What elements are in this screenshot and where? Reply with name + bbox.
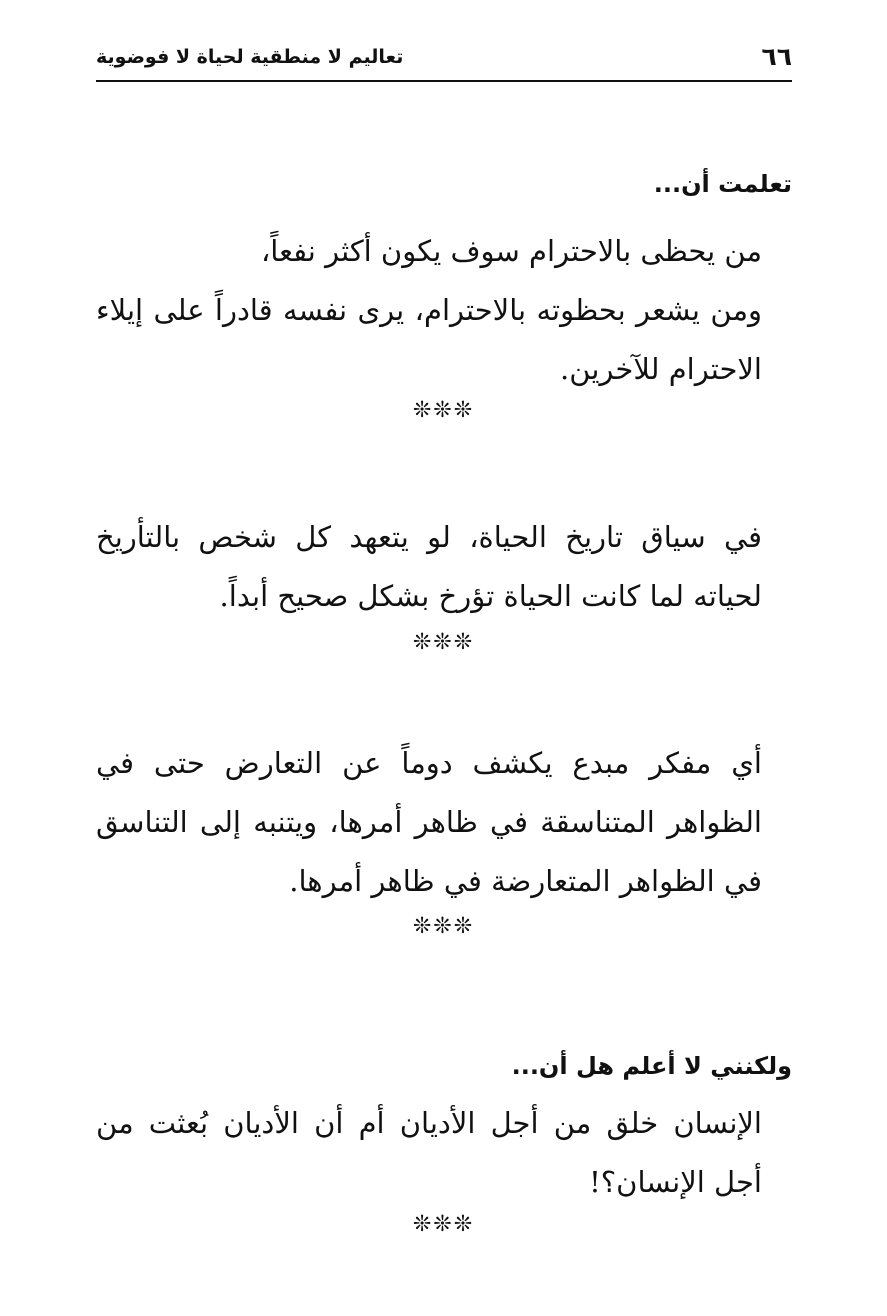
section-2-line-1: في سياق تاريخ الحياة، لو يتعهد كل شخص بالتأريخ لحياته لما كانت الحياة تؤرخ بشكل صحيح أبداً. [96,520,762,613]
section-4-heading: ولكنني لا أعلم هل أن... [511,1052,792,1080]
section-1-text [96,222,792,399]
section-separator-3: ❊❊❊ [412,914,475,939]
section-4-line-1: الإنسان خلق من أجل الأديان أم أن الأديان بُعثت من أجل الإنسان؟! [96,1106,762,1199]
running-title: تعاليم لا منطقية لحياة لا فوضوية [96,46,404,68]
section-1-line-1: من يحظى بالاحترام سوف يكون أكثر نفعاً، [260,234,762,268]
section-1-heading: تعلمت أن... [653,170,792,198]
section-separator-1: ❊❊❊ [412,398,475,423]
section-1-line-2: ومن يشعر بحظوته بالاحترام، يرى نفسه قادراً على إيلاء الاحترام للآخرين. [96,293,762,386]
page-header [96,38,792,82]
section-4-text [96,1094,792,1212]
section-3-text [96,734,792,911]
section-separator-4: ❊❊❊ [412,1212,475,1237]
section-3-line-1: أي مفكر مبدع يكشف دوماً عن التعارض حتى في الظواهر المتناسقة في ظاهر أمرها، ويتنبه إلى التناسق في الظواهر المتعارضة في ظاهر أمرها. [96,746,762,898]
section-2-text [96,508,792,626]
section-separator-2: ❊❊❊ [412,630,475,655]
page-number: ٦٦ [761,42,792,71]
